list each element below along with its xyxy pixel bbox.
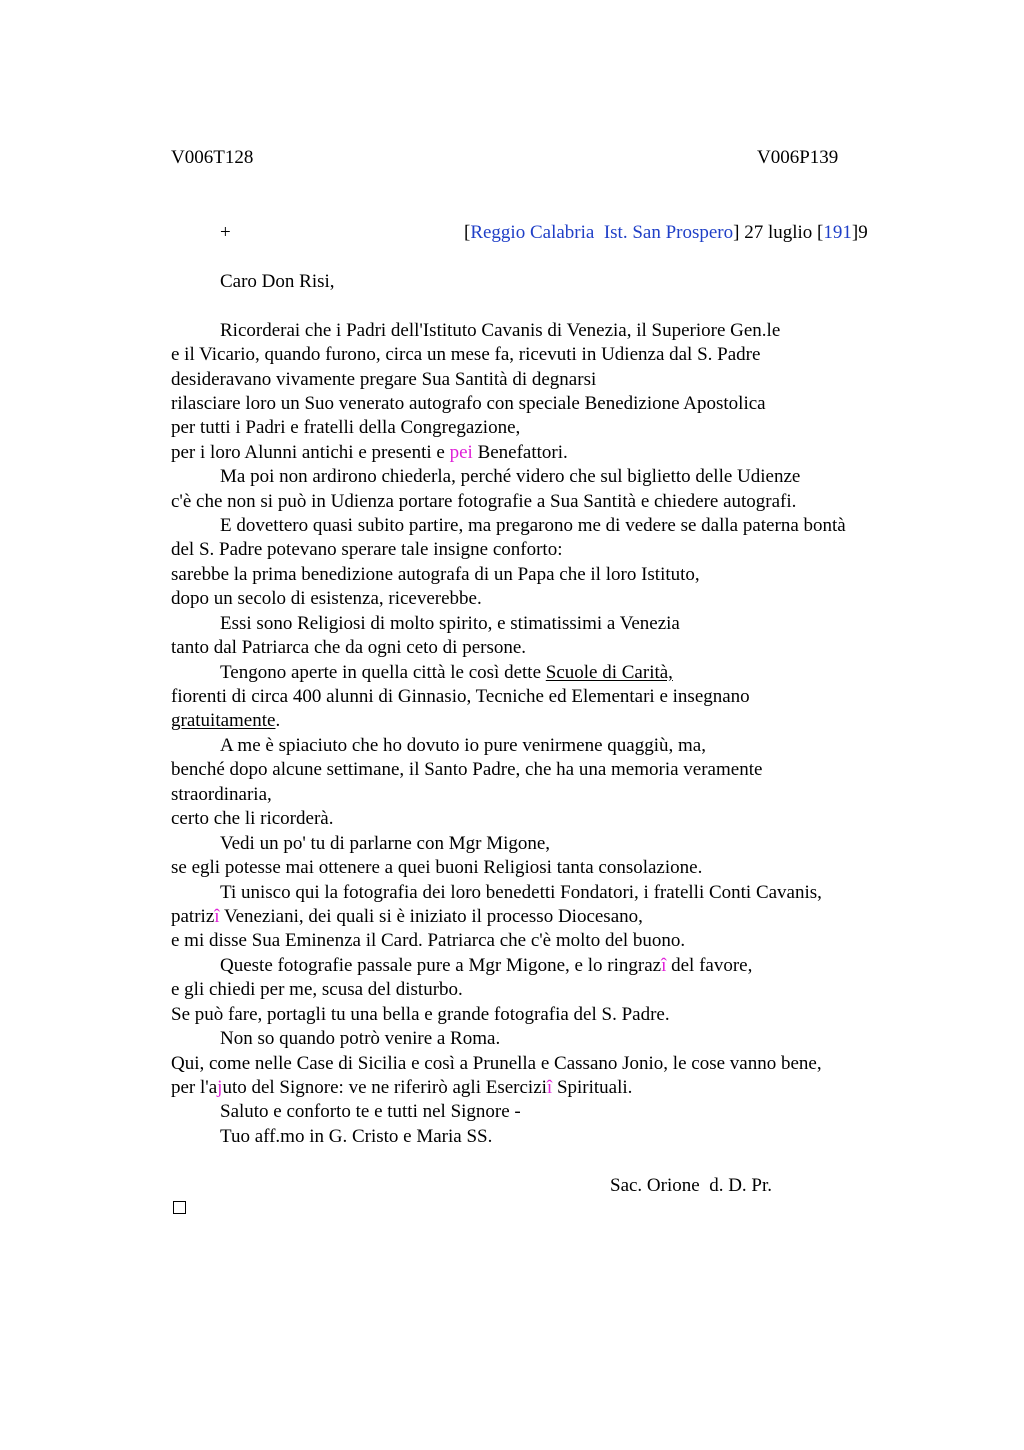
body-line: e gli chiedi per me, scusa del disturbo. [171,979,463,1000]
text-run: Tengono aperte in quella città le così dette [220,662,546,683]
body-line: E dovettero quasi subito partire, ma pregarono me di vedere se dalla paterna bontà [220,515,846,536]
editorial-correction: î [546,1077,553,1098]
body-line: rilasciare loro un Suo venerato autografo con speciale Benedizione Apostolica [171,393,766,414]
body-line: Saluto e conforto te e tutti nel Signore - [220,1101,521,1122]
body-line [220,661,673,685]
body-line: e il Vicario, quando furono, circa un mese fa, ricevuti in Udienza dal S. Padre [171,344,761,365]
body-line: Non so quando potrò venire a Roma. [220,1028,501,1049]
editorial-correction: j [217,1077,223,1098]
body-line: Qui, come nelle Case di Sicilia e così a Prunella e Cassano Jonio, le cose vanno bene, [171,1053,822,1074]
editorial-correction: pei [449,442,473,463]
text-run: uto del Signore: ve ne riferirò agli Esercizi [222,1077,547,1098]
body-line: benché dopo alcune settimane, il Santo Padre, che ha una memoria veramente [171,759,763,780]
body-line: sarebbe la prima benedizione autografa di un Papa che il loro Istituto, [171,564,700,585]
body-line: Ma poi non ardirono chiederla, perché videro che sul biglietto delle Udienze [220,466,801,487]
text-run: Queste fotografie passale pure a Mgr Migone, e lo ringraz [220,955,662,976]
text-run: Veneziani, dei quali si è iniziato il processo Diocesano, [219,906,643,927]
text-run: Spirituali. [552,1077,633,1098]
dateline [464,221,868,245]
place-name: Reggio Calabria Ist. San Prospero [470,222,734,243]
body-line [220,954,752,978]
text-run: . [275,710,281,731]
salutation: Caro Don Risi, [220,271,335,292]
body-line: Essi sono Religiosi di molto spirito, e stimatissimi a Venezia [220,613,680,634]
text-run: per i loro Alunni antichi e presenti e [171,442,450,463]
body-line: straordinaria, [171,784,272,805]
body-line: certo che li ricorderà. [171,808,334,829]
body-line: Ricorderai che i Padri dell'Istituto Cavanis di Venezia, il Superiore Gen.le [220,320,781,341]
body-line: tanto dal Patriarca che da ogni ceto di persone. [171,637,527,658]
text-run: patriz [171,906,215,927]
text-run: del favore, [666,955,753,976]
body-line: A me è spiaciuto che ho dovuto io pure venirmene quaggiù, ma, [220,735,706,756]
body-line: e mi disse Sua Eminenza il Card. Patriarca che c'è molto del buono. [171,930,686,951]
text-run: Benefattori. [472,442,568,463]
closing-line: Tuo aff.mo in G. Cristo e Maria SS. [220,1126,493,1147]
year-editorial: 191 [823,222,852,243]
year-end: ]9 [851,222,868,243]
document-code-left: V006T128 [171,147,254,168]
underlined-phrase: Scuole di Carità, [545,662,673,683]
body-line [171,441,568,465]
body-line: Vedi un po' tu di parlarne con Mgr Migone, [220,833,551,854]
body-line: desideravano vivamente pregare Sua Santità di degnarsi [171,369,597,390]
body-line: fiorenti di circa 400 alunni di Ginnasio, Tecniche ed Elementari e insegnano [171,686,750,707]
document-code-right: V006P139 [757,147,839,168]
date-text: ] 27 luglio [ [733,222,824,243]
bracket-open: [ [464,222,471,243]
editorial-correction: î [661,955,667,976]
underlined-word: gratuitamente [171,710,276,731]
body-line: Se può fare, portagli tu una bella e grande fotografia del S. Padre. [171,1004,670,1025]
body-line: se egli potesse mai ottenere a quei buoni Religiosi tanta consolazione. [171,857,703,878]
body-line [171,1076,632,1100]
body-line: dopo un secolo di esistenza, riceverebbe. [171,588,482,609]
body-line: Ti unisco qui la fotografia dei loro benedetti Fondatori, i fratelli Conti Cavanis, [220,882,822,903]
body-line: del S. Padre potevano sperare tale insigne conforto: [171,539,563,560]
body-line [171,709,280,733]
signature: Sac. Orione d. D. Pr. [610,1175,773,1196]
text-run: per l'a [171,1077,218,1098]
editorial-correction: î [214,906,220,927]
cross-symbol: + [220,222,231,243]
body-line: c'è che non si può in Udienza portare fotografie a Sua Santità e chiedere autografi. [171,491,797,512]
body-line [171,905,643,929]
body-line: per tutti i Padri e fratelli della Congregazione, [171,417,521,438]
checkbox-square-icon [173,1201,186,1214]
